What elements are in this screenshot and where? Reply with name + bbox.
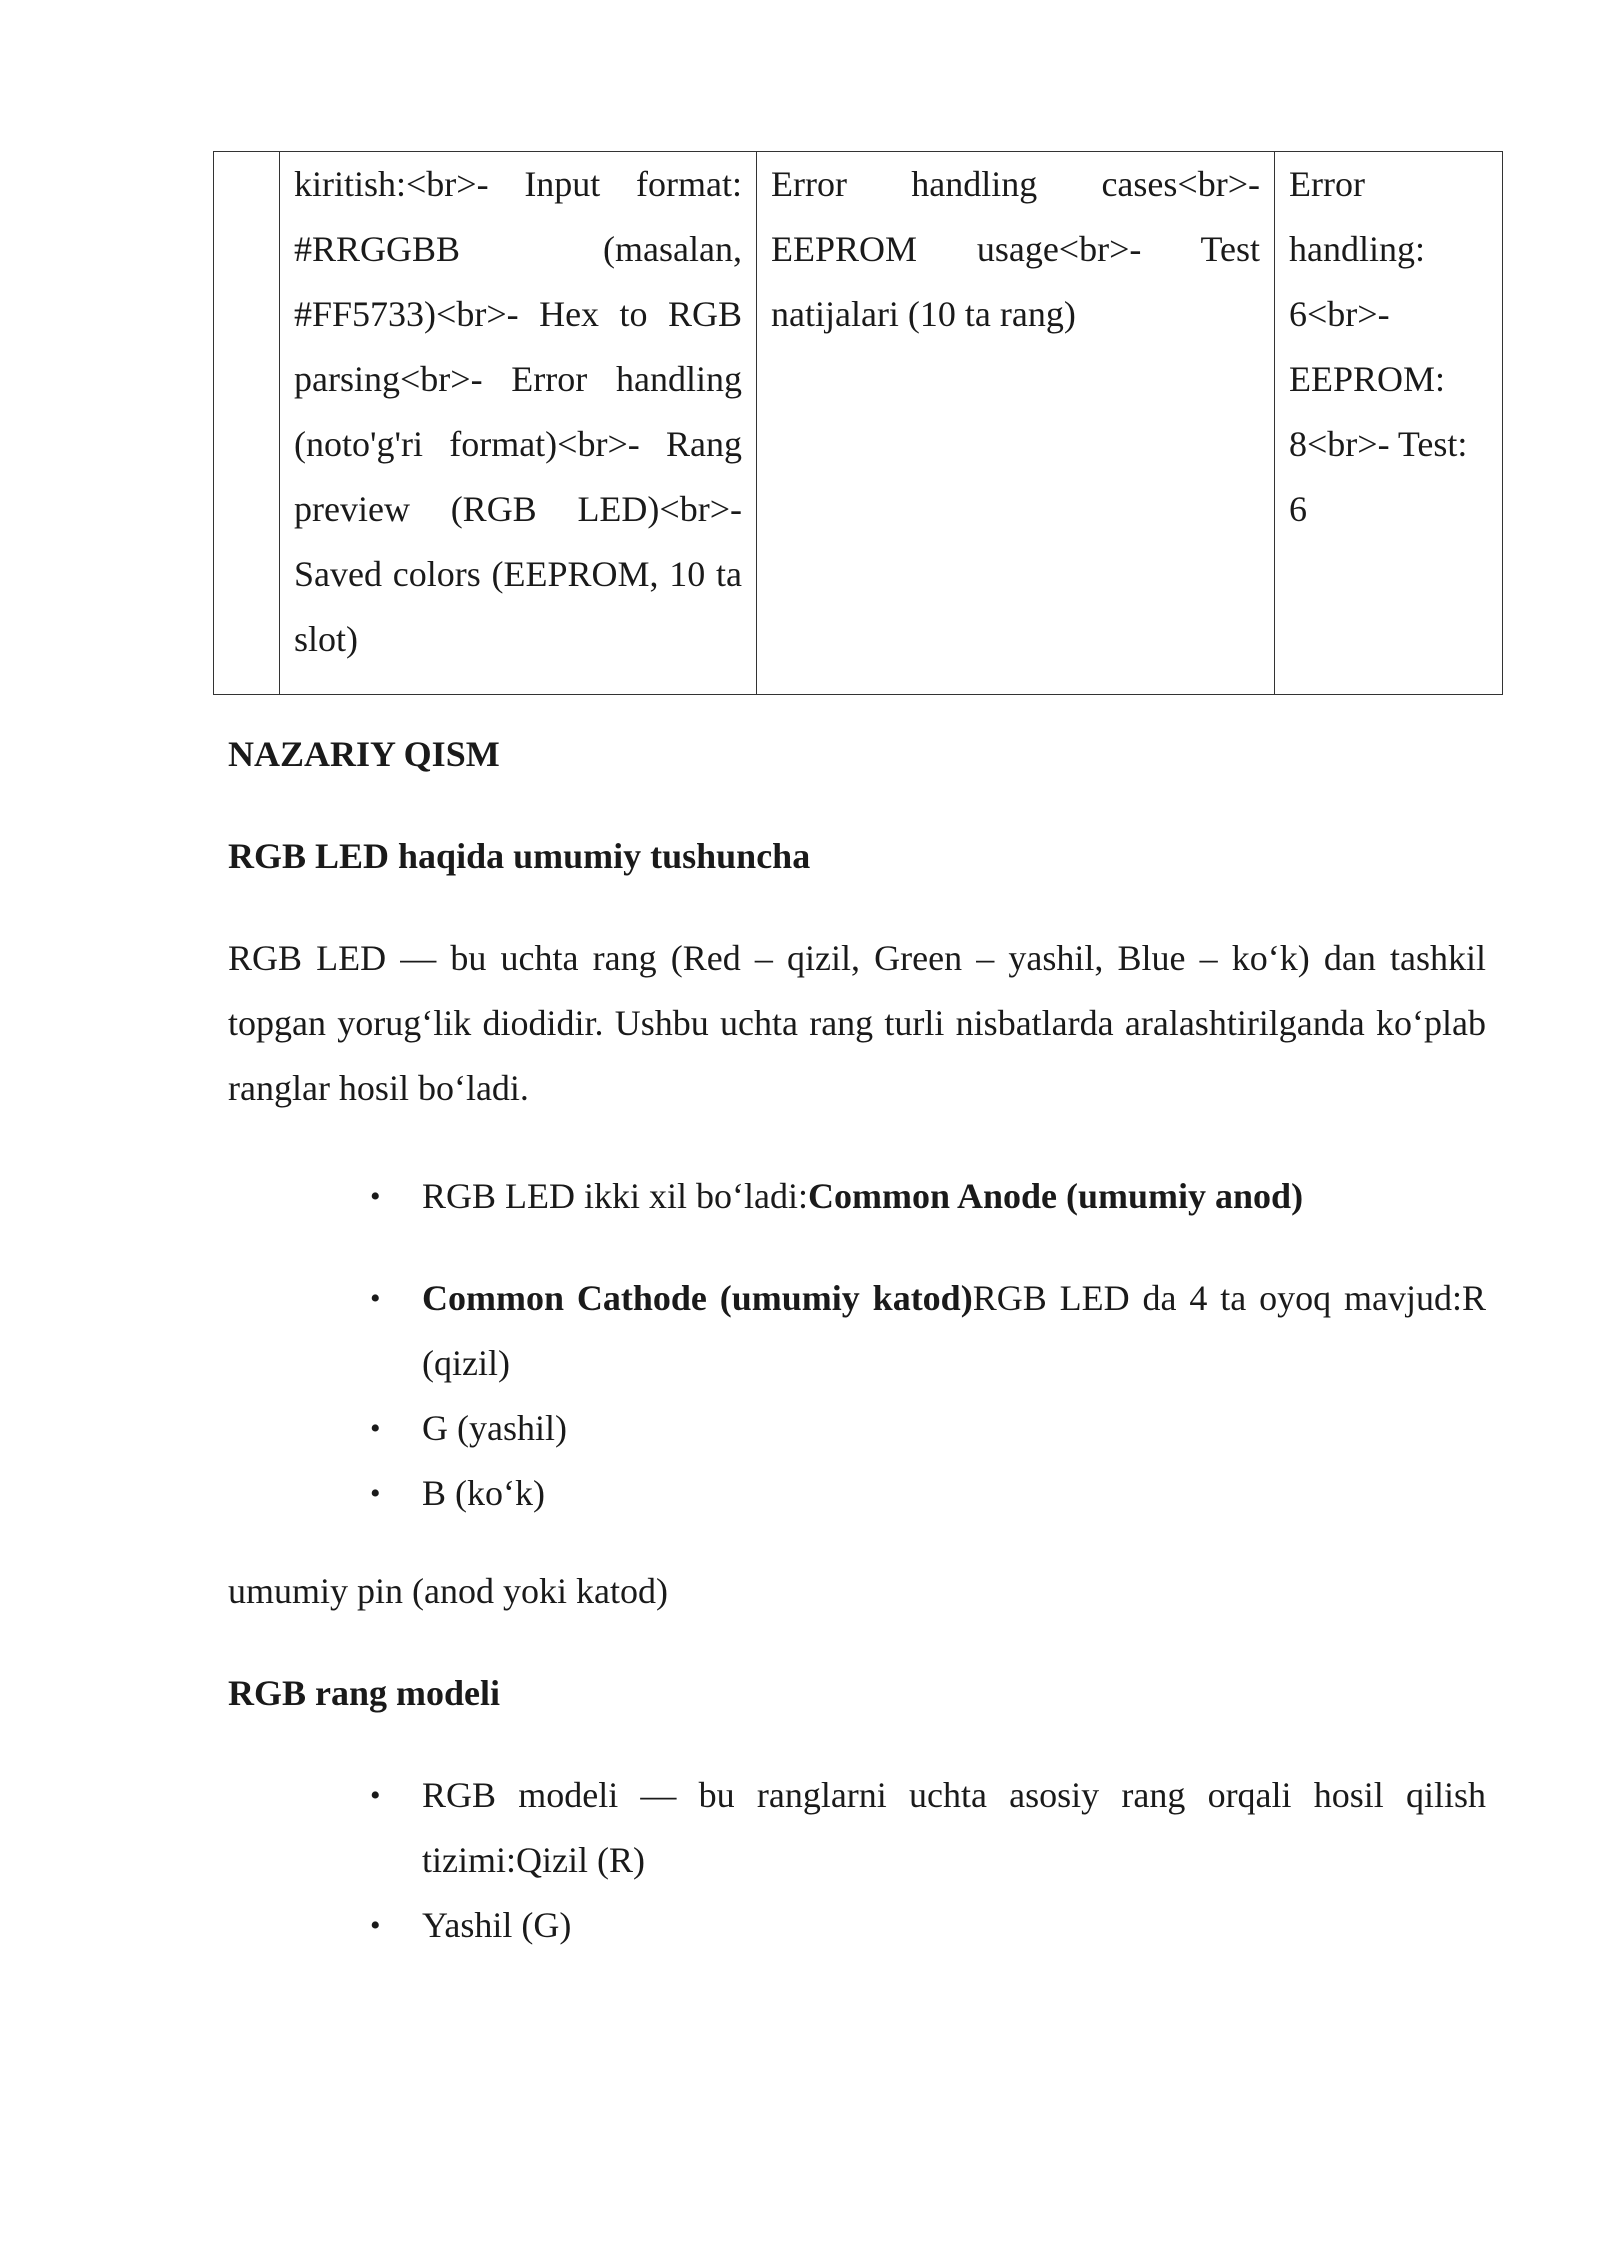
cell-text: Error handling: 6<br>- EEPROM: 8<br>- Test: 6 xyxy=(1289,164,1468,529)
list-item-text: RGB modeli — bu ranglarni uchta asosiy rang orqali hosil qilish tizimi:Qizil (R) xyxy=(422,1775,1486,1880)
list-item-text: G (yashil) xyxy=(422,1408,567,1448)
list-item-bold: Common Cathode (umumiy katod) xyxy=(422,1278,973,1318)
list-item xyxy=(422,1763,1486,1893)
bullet-marker: • xyxy=(370,1282,381,1315)
bullet-marker: • xyxy=(370,1180,381,1213)
table-cell-features xyxy=(280,152,757,695)
bullet-marker: • xyxy=(370,1412,381,1445)
list-item-text: RGB LED da 4 ta oyoq mavjud:R (qizil) xyxy=(422,1278,1486,1383)
table-cell-points xyxy=(1275,152,1503,695)
table-cell-cases xyxy=(757,152,1275,695)
table-row xyxy=(214,152,1503,695)
subheading-rgb-model: RGB rang modeli xyxy=(228,1673,501,1713)
requirements-table xyxy=(213,151,1503,695)
list-item-text: RGB LED ikki xil bo‘ladi: xyxy=(422,1176,808,1216)
cell-text: kiritish:<br>- Input format: #RRGGBB (masalan, #FF5733)<br>- Hex to RGB parsing<br>- Error handling (noto'g'ri format)<br>- Rang preview (RGB LED)<br>- Saved colors (EEPROM, 10 ta slot) xyxy=(294,164,742,659)
section-heading-nazariy: NAZARIY QISM xyxy=(228,734,500,774)
cell-text: Error handling cases<br>- EEPROM usage<br>- Test natijalari (10 ta rang) xyxy=(771,164,1260,334)
list-item xyxy=(422,1396,1486,1461)
list-item-text: B (ko‘k) xyxy=(422,1473,545,1513)
table-cell-index xyxy=(214,152,280,695)
list-item xyxy=(422,1893,1486,1958)
bullet-marker: • xyxy=(370,1909,381,1942)
list-item xyxy=(422,1266,1486,1396)
bullet-marker: • xyxy=(370,1477,381,1510)
pin-paragraph: umumiy pin (anod yoki katod) xyxy=(228,1571,668,1611)
list-item-text: Yashil (G) xyxy=(422,1905,572,1945)
list-item xyxy=(422,1164,1486,1229)
subheading-rgb-led: RGB LED haqida umumiy tushuncha xyxy=(228,836,811,876)
bullet-marker: • xyxy=(370,1779,381,1812)
list-item-bold: Common Anode (umumiy anod) xyxy=(807,1176,1304,1216)
list-item xyxy=(422,1461,1486,1526)
intro-paragraph: RGB LED — bu uchta rang (Red – qizil, Green – yashil, Blue – ko‘k) dan tashkil topgan yorug‘lik diodidir. Ushbu uchta rang turli nisbatlarda aralashtirilganda ko‘plab ranglar hosil bo‘ladi. xyxy=(228,938,1486,1108)
